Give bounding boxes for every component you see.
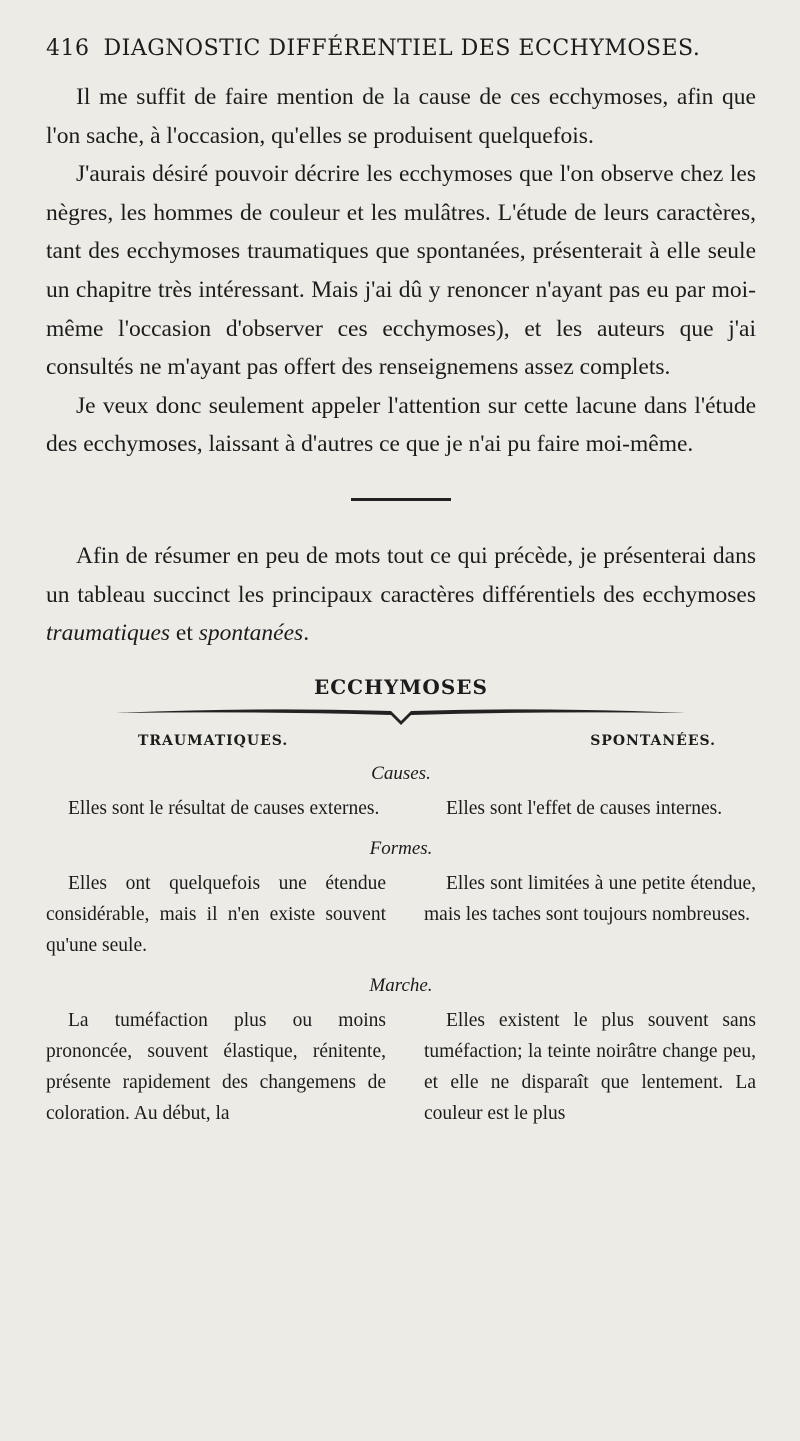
page-header	[46, 36, 756, 61]
summary-italic-spontanees: spontanées	[198, 620, 304, 647]
cell-right: Elles sont l'effet de causes internes.	[446, 797, 723, 819]
table-title: ECCHYMOSES	[314, 674, 488, 699]
cell-left: La tuméfaction plus ou moins prononcée, souvent élastique, rénitente, présente rapidement des changemens de coloration. Au début, la	[46, 1009, 386, 1124]
section-label-marche: Marche.	[369, 974, 433, 996]
table-columns	[138, 733, 716, 749]
summary-end: .	[303, 620, 310, 647]
section-label-causes: Causes.	[371, 762, 431, 784]
section-divider	[351, 498, 451, 501]
paragraph: Il me suffit de faire mention de la cause de ces ecchymoses, afin que l'on sache, à l'occasion, qu'elles se produisent quelquefois.	[46, 84, 756, 149]
page-number: 416	[46, 36, 90, 61]
brace-icon	[116, 705, 686, 727]
cell-left: Elles sont le résultat de causes externes.	[68, 797, 380, 819]
table-row-formes	[46, 868, 756, 961]
summary-text: Afin de résumer en peu de mots tout ce qui précède, je présenterai dans un tableau succinct les principaux caractères différentiels des ecchymoses	[46, 542, 756, 608]
page-body	[46, 78, 756, 1129]
col-traumatiques: TRAUMATIQUES.	[138, 732, 289, 749]
paragraph: J'aurais désiré pouvoir décrire les ecchymoses que l'on observe chez les nègres, les hommes de couleur et les mulâtres. L'étude de leurs caractères, tant des ecchymoses traumatiques que spontanées, présenterait à elle seule un chapitre très intéressant. Mais j'ai dû y renoncer n'ayant pas eu par moi-même l'occasion d'observer ces ecchymoses), et les auteurs que j'ai consultés ne m'ayant pas offert des renseignemens assez complets.	[46, 161, 756, 381]
summary-paragraph	[46, 537, 756, 653]
cell-right: Elles sont limitées à une petite étendue, mais les taches sont toujours nombreuses.	[424, 872, 756, 925]
cell-left: Elles ont quelquefois une étendue considérable, mais il n'en existe souvent qu'une seule.	[46, 872, 386, 956]
summary-italic-traumatiques: traumatiques	[46, 620, 171, 647]
summary-conj: et	[175, 620, 193, 647]
paragraph: Je veux donc seulement appeler l'attention sur cette lacune dans l'étude des ecchymoses, laissant à d'autres ce que je n'ai pu faire moi-même.	[46, 392, 756, 458]
cell-right: Elles existent le plus souvent sans tuméfaction; la teinte noirâtre change peu, et elle ne disparaît que lentement. La couleur est le plus	[424, 1009, 756, 1124]
running-title: DIAGNOSTIC DIFFÉRENTIEL DES ECCHYMOSES.	[103, 36, 701, 61]
table-row-marche	[46, 1005, 756, 1129]
section-label-formes: Formes.	[369, 837, 433, 859]
col-spontanees: SPONTANÉES.	[590, 732, 716, 749]
table-row-causes	[46, 793, 756, 824]
